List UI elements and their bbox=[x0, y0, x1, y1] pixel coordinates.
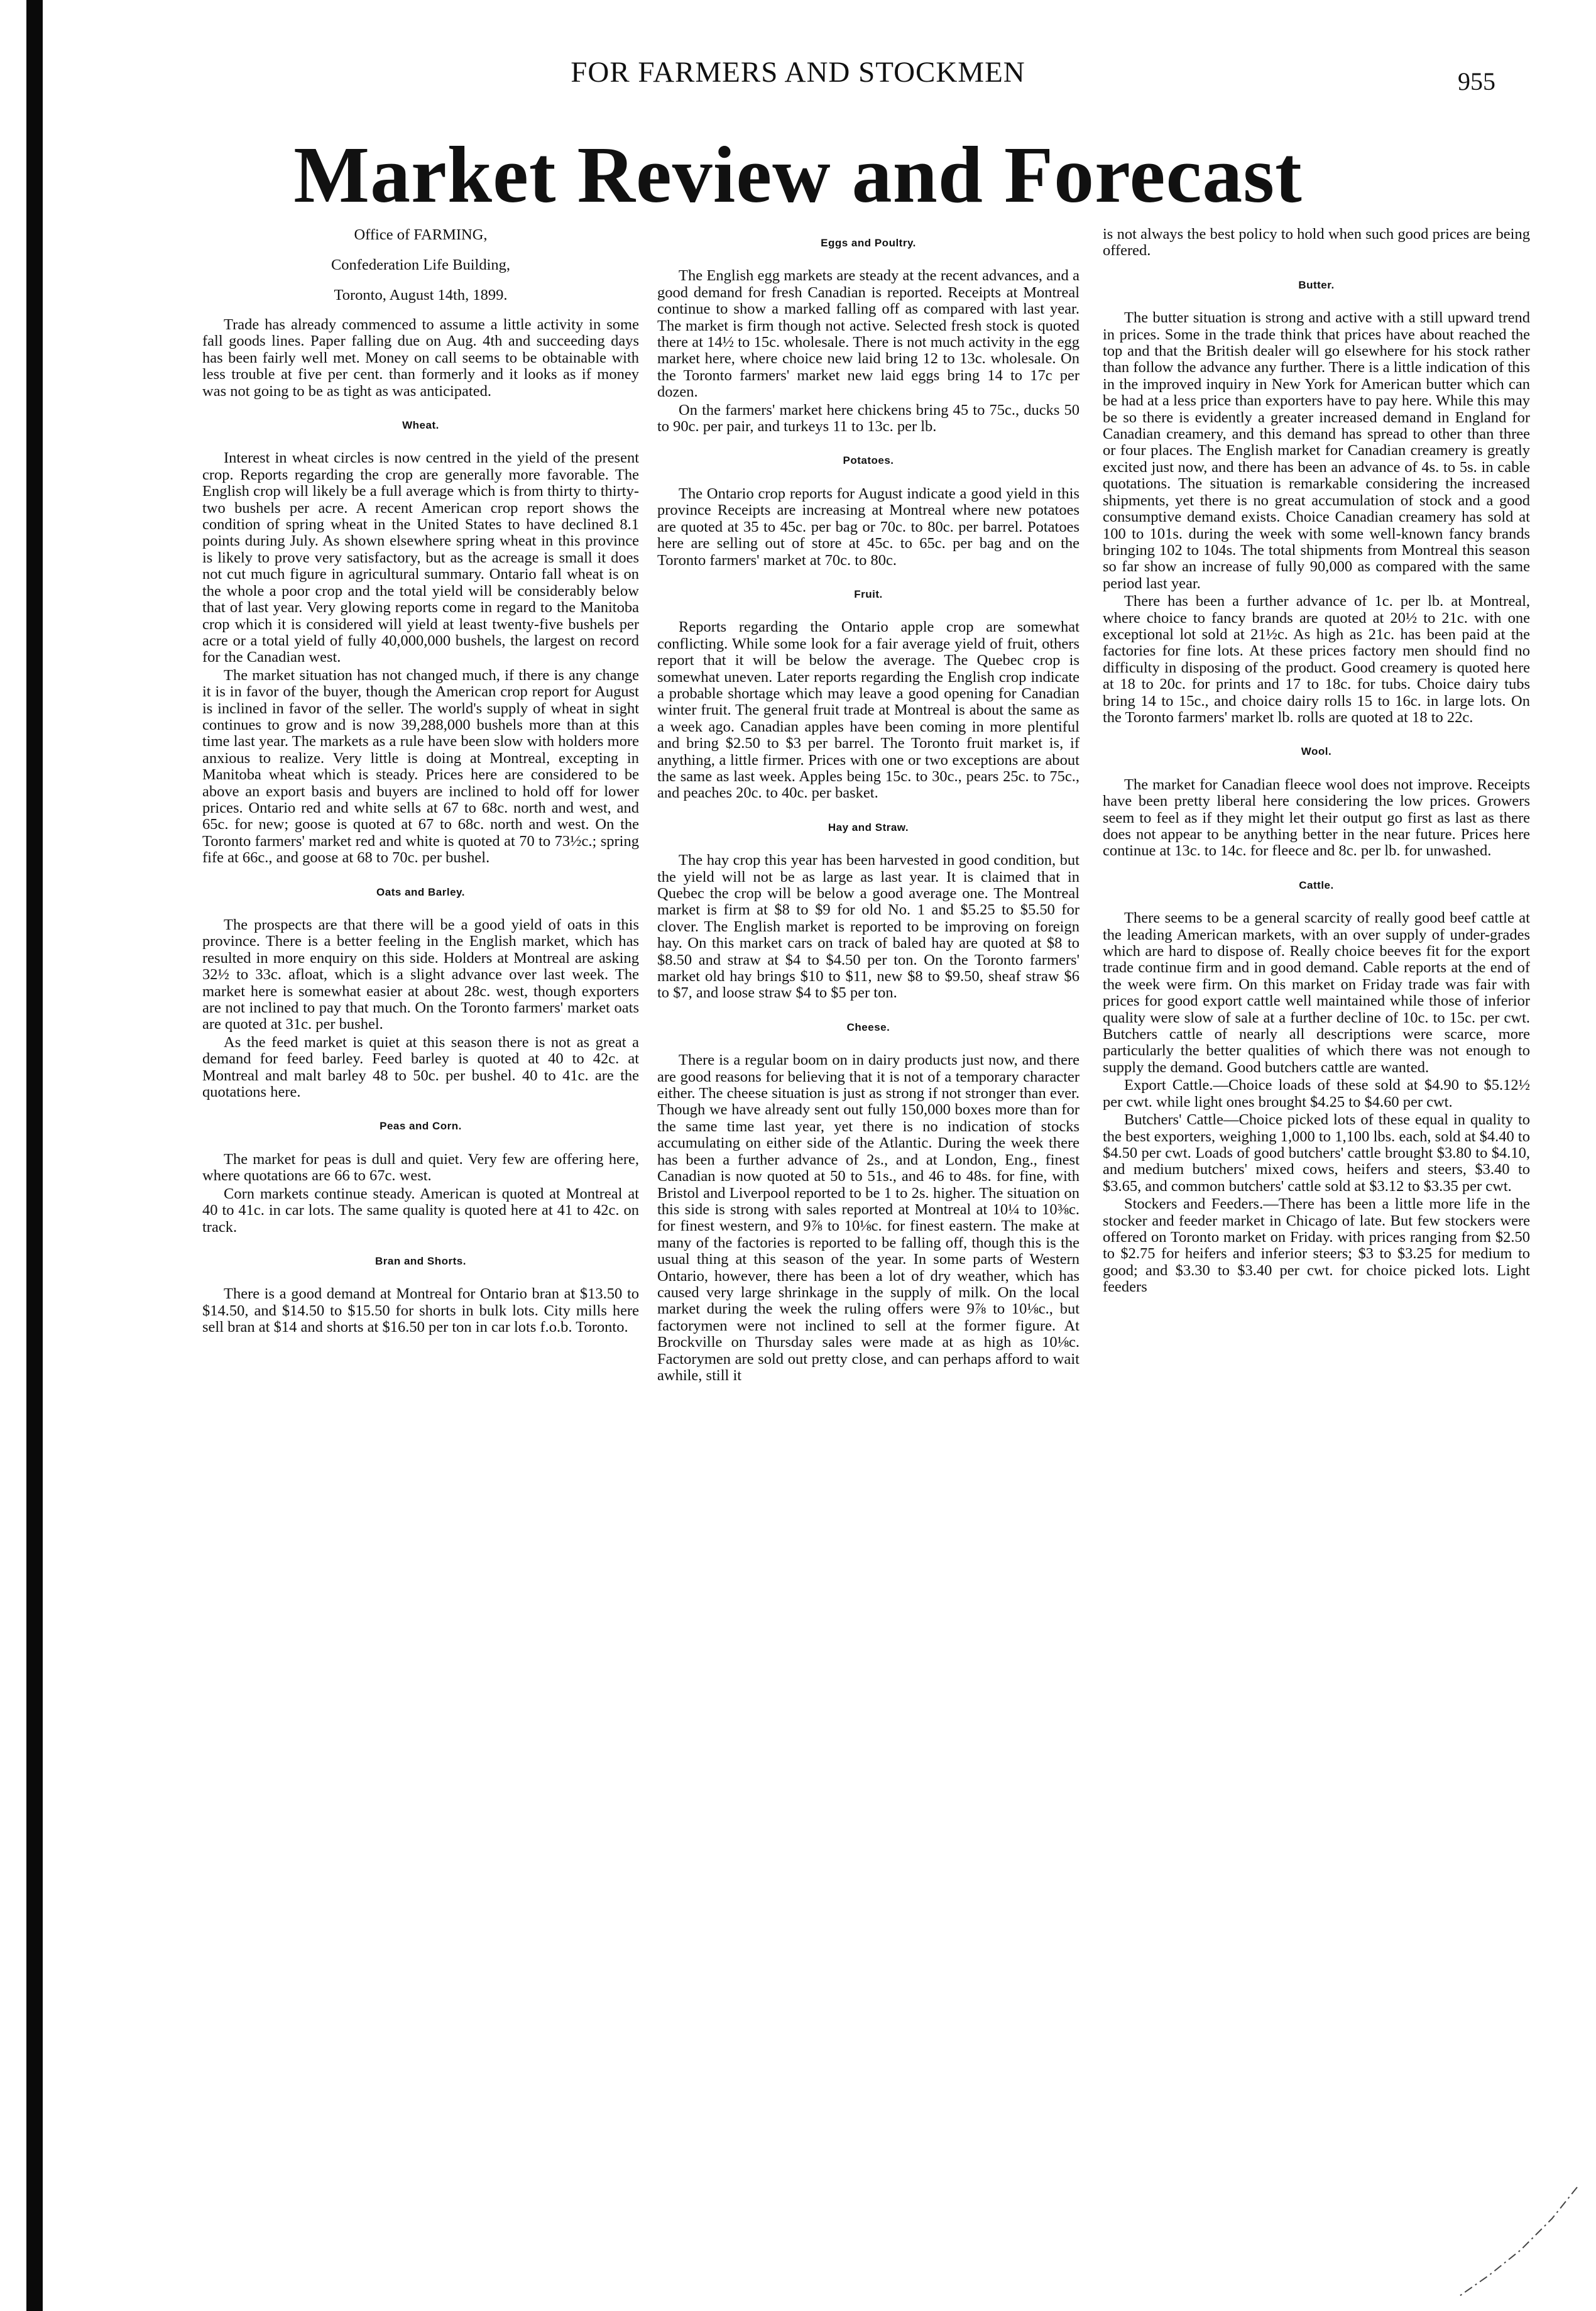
section-heading-oats-barley: Oats and Barley. bbox=[376, 886, 465, 898]
dateline-place-date: Toronto, August 14th, 1899. bbox=[334, 287, 508, 304]
butter-paragraph: The butter situation is strong and active with a still upward trend in prices. Some in the trade think that prices have about reached the top and that the British dealer will go elsewhere for his stock rather than follow the advance any further. There is a little indication of this in the improved inquiry in New York for American butter which can be had at a less price than exporters have to pay here. While this may be so there is evidently a greater increased demand in England for Canadian creamery, and this demand has spread to other than three or four places. The English market for Canadian creamery is greatly excited just now, and there has been an advance of 4s. to 5s. in cable quotations. The situation is remarkable considering the increased shipments, yet there is no great accumulation of stock and a good consumptive demand exists. Choice Canadian creamery has sold at 100 to 101s. during the week with some well-known fancy brands bringing 102 to 104s. The total shipments from Montreal this season so far show an increase of fully 90,000 as compared with the same period last year. bbox=[1103, 309, 1530, 592]
cheese-paragraph: There is a regular boom on in dairy products just now, and there are good reasons for believing that it is not of a temporary character either. The cheese situation is just as strong if not stronger than ever. Though we have already sent out fully 150,000 boxes more than for the same time last year, yet there is no indication of stocks accumulating on either side of the Atlantic. During the week there has been a further advance of 2s., and at London, Eng., finest Canadian is now quoted at 50 to 51s., and 46 to 48s. for fine, with Bristol and Liverpool reported to be 1 to 2s. higher. The situation on this side is strong with sales reported at Montreal at 10¼ to 10⅜c. for finest western, and 9⅞ to 10⅛c. for finest eastern. The make at many of the factories is reported to be falling off, though this is the usual thing at this season of the year. In some parts of Western Ontario, however, there has been a lot of dry weather, which has caused very large shrinkage in the supply of milk. On the local market during the week the ruling offers were 9⅞ to 10⅛c., but factorymen were not inclined to sell at the former figure. At Brockville on Thursday sales were made at as high as 10⅛c. Factorymen are sold out pretty close, and can perhaps afford to wait awhile, still it bbox=[657, 1051, 1079, 1384]
potatoes-paragraph: The Ontario crop reports for August indicate a good yield in this province Receipts are increasing at Montreal where new potatoes are quoted at 35 to 45c. per bag or 70c. to 80c. per barrel. Potatoes here are selling out of store at 45c. to 65c. per bag and on the Toronto farmers' market at 70c. to 80c. bbox=[657, 485, 1079, 569]
hay-straw-paragraph: The hay crop this year has been harvested in good condition, but the yield will not be as large as last year. It is claimed that in Quebec the crop will be below a good average one. The Montreal market is firm at $8 to $9 for old No. 1 and $5.25 to $5.50 for clover. The English market is reported to be improving on foreign hay. On this market cars on track of baled hay are quoted at $8 to $8.50 and straw at $4 to $4.50 per ton. On the Toronto farmers' market old hay brings $10 to $11, new $8 to $9.50, sheaf straw $6 to $7, and loose straw $4 to $5 per ton. bbox=[657, 852, 1079, 1002]
cattle-paragraph: Butchers' Cattle—Choice picked lots of these equal in quality to the best exporters, weighing 1,000 to 1,100 lbs. each, sold at $4.40 to $4.50 per cwt. Loads of good butchers' cattle brought $3.80 to $4.10, and medium butchers' mixed cows, heifers and steers, $3.40 to $3.65, and common butchers' cattle sold at $3.12 to $3.35 per cwt. bbox=[1103, 1111, 1530, 1195]
cheese-continued-paragraph: is not always the best policy to hold when such good prices are being offered. bbox=[1103, 226, 1530, 260]
page-title: Market Review and Forecast bbox=[293, 130, 1303, 219]
oats-barley-paragraph: As the feed market is quiet at this season there is not as great a demand for feed barley. Feed barley is quoted at 40 to 42c. at Montreal and malt barley 48 to 50c. per bushel. 40 to 41c. are the quotations here. bbox=[202, 1033, 639, 1101]
section-heading-potatoes: Potatoes. bbox=[843, 454, 894, 467]
section-heading-cattle: Cattle. bbox=[1299, 879, 1334, 891]
binding-edge bbox=[26, 0, 43, 2311]
cattle-paragraph: Stockers and Feeders.—There has been a little more life in the stocker and feeder market in Chicago of late. But few stockers were offered on Toronto market on Friday. with prices ranging from $2.50 to $2.75 for heifers and inferior steers; $3 to $3.25 for medium to good; and $3.30 to $3.40 per cwt. for choice picked lots. Light feeders bbox=[1103, 1195, 1530, 1296]
eggs-poultry-paragraph: The English egg markets are steady at the recent advances, and a good demand for fresh Canadian is reported. Receipts at Montreal continue to show a marked falling off as compared with last year. The market is firm though not active. Selected fresh stock is quoted there at 14½ to 15c. wholesale. There is not much activity in the egg market here, where choice new laid bring 12 to 13c. wholesale. On the Toronto farmers' market new laid eggs bring 14 to 17c per dozen. bbox=[657, 267, 1079, 401]
wheat-paragraph: The market situation has not changed much, if there is any change it is in favor of the buyer, though the American crop report for August is inclined in favor of the seller. The world's supply of wheat in sight continues to grow and is now 39,288,000 bushels more than at this time last year. The markets as a rule have been slow with holders more anxious to realize. Very little is doing at Montreal, excepting in Manitoba wheat which is steady. Prices here are considered to be above an export basis and buyers are inclined to hold off for lower prices. Ontario red and white sells at 67 to 68c. north and west, and 65c. for new; goose is quoted at 67 to 68c. north and west. On the Toronto farmers' market red and white is quoted at 70 to 73½c.; spring fife at 66c., and goose at 68 to 70c. per bushel. bbox=[202, 666, 639, 867]
section-heading-peas-corn: Peas and Corn. bbox=[380, 1120, 462, 1133]
section-heading-fruit: Fruit. bbox=[854, 588, 883, 600]
column-2 bbox=[657, 226, 1079, 2281]
eggs-poultry-paragraph: On the farmers' market here chickens bring 45 to 75c., ducks 50 to 90c. per pair, and turkeys 11 to 13c. per lb. bbox=[657, 401, 1079, 436]
fruit-paragraph: Reports regarding the Ontario apple crop are somewhat conflicting. While some look for a fair average yield of fruit, others report that it will be below the average. The Quebec crop is somewhat uneven. Later reports regarding the English crop indicate a probable shortage which may leave a good opening for Canadian winter fruit. The general fruit trade at Montreal is about the same as a week ago. Canadian apples have been coming in more plentiful and bring $2.50 to $3 per barrel. The Toronto fruit market is, if anything, a little firmer. Prices with one or two exceptions are about the same as last week. Apples being 15c. to 30c., pears 25c. to 75c., and peaches 20c. to 40c. per basket. bbox=[657, 618, 1079, 802]
butter-paragraph: There has been a further advance of 1c. per lb. at Montreal, where choice to fancy brands are quoted at 20½ to 21c. with one exceptional lot sold at 21½c. As high as 21c. has been paid at the factories for fine lots. At these prices factory men should find no difficulty in disposing of the product. Good creamery is quoted here at 18 to 20c. for prints and 17 to 18c. for tubs. Choice dairy tubs bring 14 to 15c., and choice dairy rolls 15 to 16c. in large lots. On the Toronto farmers' market lb. rolls are quoted at 18 to 22c. bbox=[1103, 593, 1530, 726]
general-paragraph: Trade has already commenced to assume a little activity in some fall goods lines. Paper falling due on Aug. 4th and succeeding days has been fairly well met. Money on call seems to be obtainable with less trouble at five per cent. than formerly and it looks as if money was not going to be as tight as was anticipated. bbox=[202, 316, 639, 400]
section-heading-butter: Butter. bbox=[1298, 278, 1335, 291]
dateline bbox=[202, 226, 639, 304]
section-heading-bran-shorts: Bran and Shorts. bbox=[375, 1254, 466, 1267]
section-heading-wheat: Wheat. bbox=[402, 419, 439, 432]
section-heading-hay-straw: Hay and Straw. bbox=[828, 821, 909, 833]
wool-paragraph: The market for Canadian fleece wool does not improve. Receipts have been pretty liberal here considering the low prices. Growers seem to feel as if they might let their output go first as last as there does not appear to be anything better in the near future. Prices here continue at 13c. to 14c. for fleece and 8c. per lb. for unwashed. bbox=[1103, 776, 1530, 860]
dateline-building: Confederation Life Building, bbox=[331, 256, 511, 273]
cattle-paragraph: Export Cattle.—Choice loads of these sold at $4.90 to $5.12½ per cwt. while light ones brought $4.25 to $4.60 per cwt. bbox=[1103, 1077, 1530, 1111]
dateline-office: Office of FARMING, bbox=[354, 226, 488, 243]
section-heading-cheese: Cheese. bbox=[846, 1021, 890, 1033]
cattle-paragraph: There seems to be a general scarcity of really good beef cattle at the leading American markets, with an over supply of under-grades which are hard to dispose of. Really choice beeves fit for the export trade continue firm and in good demand. Cable reports at the end of the week were firm. On this market on Friday trade was fair with prices for good export cattle well maintained while those of inferior quality were slow of sale at a further decline of 10c. to 15c. per cwt. Butchers cattle of nearly all descriptions were scarce, more particularly the better qualities of which there was not enough to supply the demand. Good butchers cattle are wanted. bbox=[1103, 909, 1530, 1076]
running-head: FOR FARMERS AND STOCKMEN bbox=[571, 56, 1025, 89]
peas-corn-paragraph: The market for peas is dull and quiet. Very few are offering here, where quotations are 66 to 67c. west. bbox=[202, 1150, 639, 1185]
column-1 bbox=[202, 226, 639, 2281]
peas-corn-paragraph: Corn markets continue steady. American is quoted at Montreal at 40 to 41c. in car lots. The same quality is quoted here at 41 to 42c. on track. bbox=[202, 1185, 639, 1236]
oats-barley-paragraph: The prospects are that there will be a good yield of oats in this province. There is a better feeling in the English market, which has resulted in more enquiry on this side. Holders at Montreal are asking 32½ to 33c. afloat, which is a slight advance over last week. The market here is somewhat easier at about 28c. west, though exporters are not inclined to pay that much. On the Toronto farmers' market oats are quoted at 31c. per bushel. bbox=[202, 916, 639, 1033]
paper-fold-mark bbox=[1420, 2181, 1583, 2307]
section-heading-wool: Wool. bbox=[1301, 745, 1332, 758]
wheat-paragraph: Interest in wheat circles is now centred in the yield of the present crop. Reports regarding the crop are generally more favorable. The English crop will likely be a full average which is from thirty to thirty-two bushels per acre. A recent American crop report shows the condition of spring wheat in the United States to have declined 8.1 points during July. As shown elsewhere spring wheat in this province is likely to prove very satisfactory, but as the acreage is small it does not cut much figure in agricultural summary. Ontario fall wheat is on the whole a poor crop and the total yield will be considerably below that of last year. Very glowing reports come in regard to the Manitoba crop which it is considered will yield at least twenty-five bushels per acre or a total yield of fully 40,000,000 bushels, the largest on record for the Canadian west. bbox=[202, 449, 639, 666]
section-heading-eggs-poultry: Eggs and Poultry. bbox=[821, 237, 916, 249]
column-3 bbox=[1103, 226, 1530, 2281]
page-number: 955 bbox=[1458, 67, 1495, 96]
bran-shorts-paragraph: There is a good demand at Montreal for Ontario bran at $13.50 to $14.50, and $14.50 to $15.50 for shorts in bulk lots. City mills here sell bran at $14 and shorts at $16.50 per ton in car lots f.o.b. Toronto. bbox=[202, 1285, 639, 1336]
